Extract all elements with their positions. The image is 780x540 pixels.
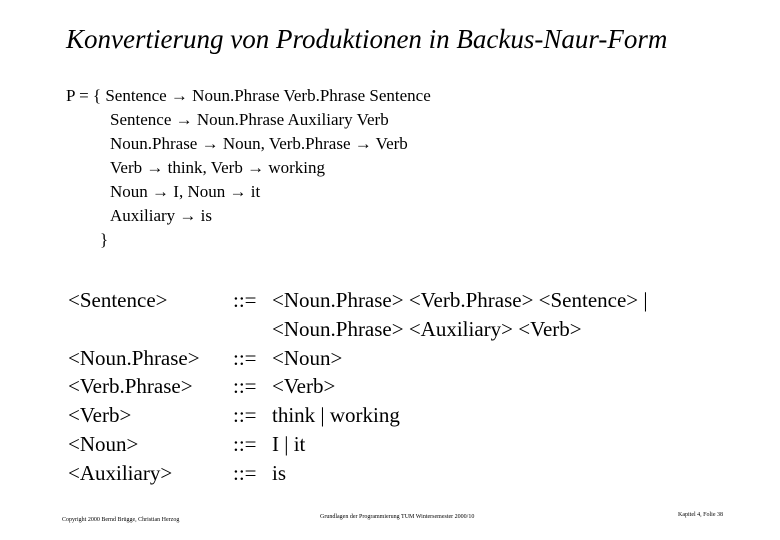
bnf-rhs-sentence-alt: <Noun.Phrase> <Auxiliary> <Verb> (272, 317, 582, 341)
production-line-5: Noun → I, Noun → it (110, 182, 261, 201)
bnf-lhs-noun: <Noun> (68, 432, 139, 456)
bnf-op: ::= (233, 432, 257, 456)
bnf-op: ::= (233, 403, 257, 427)
bnf-rhs-verb-phrase: <Verb> (272, 374, 336, 398)
bnf-lhs-sentence: <Sentence> (68, 288, 168, 312)
bnf-rhs-noun-phrase: <Noun> (272, 346, 343, 370)
footer-course: Grundlagen der Programmierung TUM Wintersemester 2000/10 (320, 514, 475, 520)
bnf-op: ::= (233, 346, 257, 370)
bnf-rhs-noun: I | it (272, 432, 306, 456)
production-close-brace: } (100, 230, 109, 249)
footer-copyright: Copyright 2000 Bernd Brügge, Christian Herzog (62, 517, 180, 523)
page-title: Konvertierung von Produktionen in Backus-Naur-Form (66, 24, 668, 54)
bnf-op: ::= (233, 374, 257, 398)
bnf-rhs-verb: think | working (272, 403, 400, 427)
bnf-lhs-verb: <Verb> (68, 403, 132, 427)
bnf-op: ::= (233, 461, 257, 485)
bnf-op: ::= (233, 288, 257, 312)
bnf-lhs-noun-phrase: <Noun.Phrase> (68, 346, 200, 370)
bnf-rhs-auxiliary: is (272, 461, 287, 485)
production-line-1: P = { Sentence → Noun.Phrase Verb.Phrase Sentence (66, 86, 431, 105)
bnf-lhs-auxiliary: <Auxiliary> (68, 461, 173, 485)
production-line-2: Sentence → Noun.Phrase Auxiliary Verb (110, 110, 389, 129)
production-line-6: Auxiliary → is (110, 206, 212, 225)
production-line-4: Verb → think, Verb → working (110, 158, 325, 177)
bnf-rhs-sentence: <Noun.Phrase> <Verb.Phrase> <Sentence> | (272, 288, 648, 312)
footer-slide-number: Kapitel 4, Folie 38 (678, 512, 723, 518)
production-line-3: Noun.Phrase → Noun, Verb.Phrase → Verb (110, 134, 408, 153)
bnf-lhs-verb-phrase: <Verb.Phrase> (68, 374, 193, 398)
